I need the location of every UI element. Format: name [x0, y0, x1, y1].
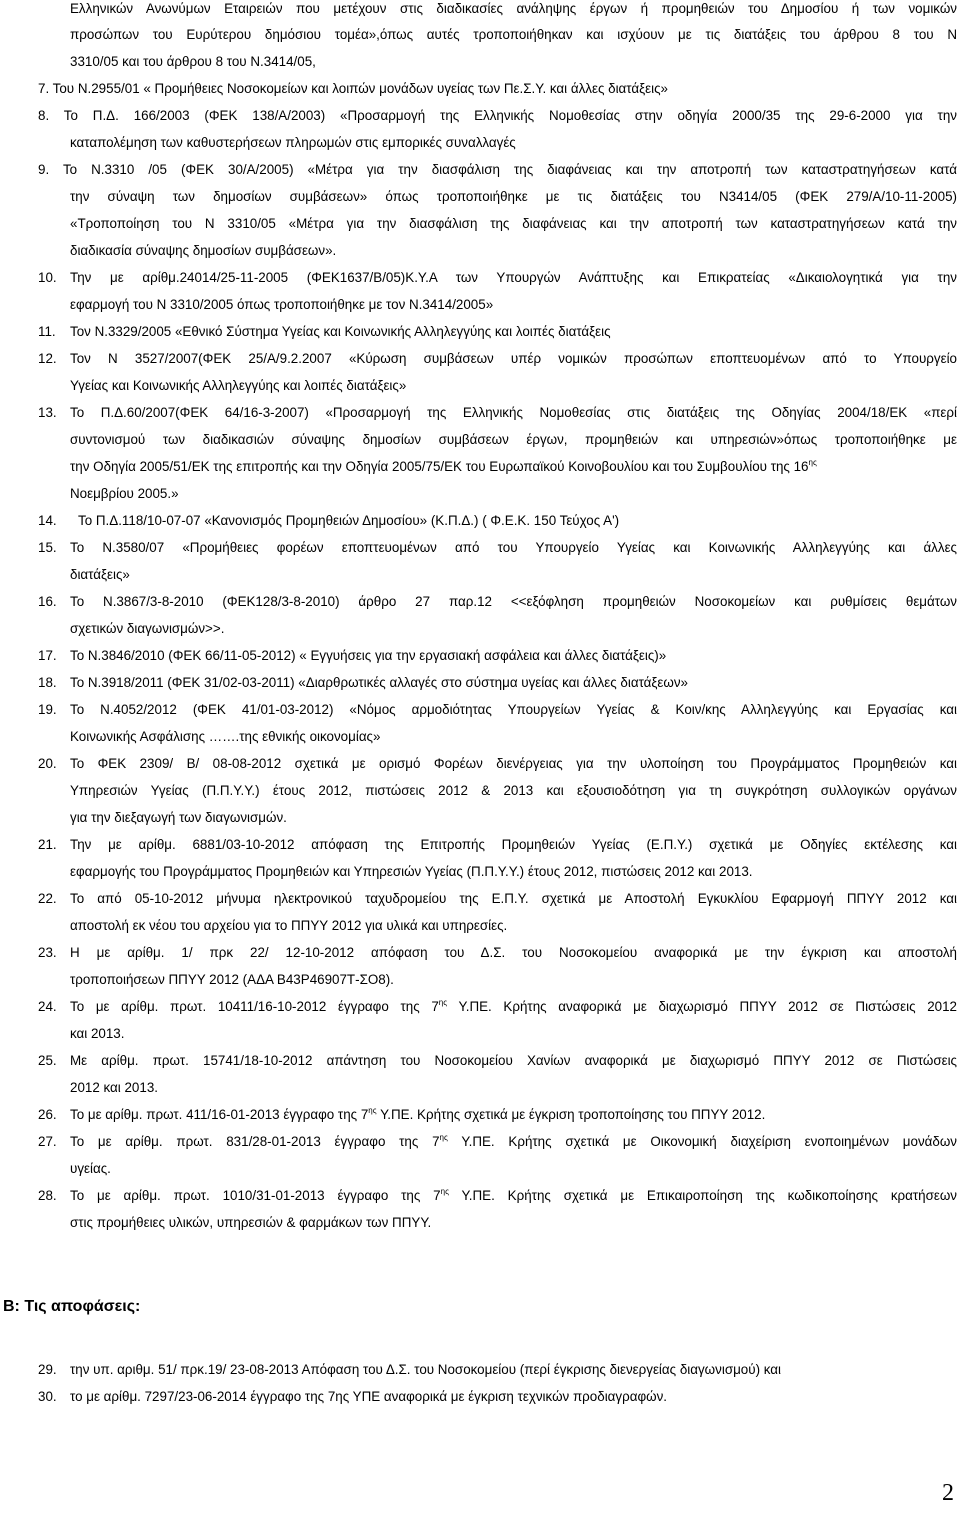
list-number-27: 27. — [38, 1134, 57, 1149]
list-item-30: το με αρίθμ. 7297/23-06-2014 έγγραφο της 7ης ΥΠΕ αναφορικά με έγκριση τεχνικών προδιαγραφών. — [70, 1389, 668, 1404]
list-item-22-cont: αποστολή εκ νέου του αρχείου για το ΠΠΥΥ 2012 για υλικά και υπηρεσίες. — [70, 918, 508, 933]
list-item-27 — [70, 1133, 957, 1150]
list-item-28-text-b: Υ.ΠΕ. Κρήτης σχετικά με Επικαιροποίηση της κωδικοποίησης κρατήσεων — [448, 1188, 957, 1203]
list-item-20-cont-2: για την διεξαγωγή των διαγωνισμών. — [70, 810, 287, 825]
list-item-24-text-a: Το με αρίθμ. πρωτ. 10411/16-10-2012 έγγραφο της 7 — [70, 999, 439, 1014]
list-item-9-cont-2: «Τροποποίηση του Ν 3310/05 «Μέτρα για την διασφάλιση της διαφάνειας και την αποτροπή των καταστρατηγήσεων κατά την — [70, 216, 957, 231]
list-item-20: Το ΦΕΚ 2309/ Β/ 08-08-2012 σχετικά με ορισμό Φορέων διενέργειας για την υλοποίηση του Προγράμματος Προμηθειών και — [70, 756, 957, 771]
list-number-29: 29. — [38, 1362, 57, 1377]
list-item-12-cont: Υγείας και Κοινωνικής Αλληλεγγύης και λοιπές διατάξεις» — [70, 378, 407, 393]
list-item-21: Την με αρίθμ. 6881/03-10-2012 απόφαση της Επιτροπής Προμηθειών Υγείας (Ε.Π.Υ.) σχετικά με Οδηγίες εκτέλεσης και — [70, 837, 957, 852]
list-item-9-cont-1: την σύναψη των δημοσίων συμβάσεων» όπως τροποποιήθηκε με τις διατάξεις του Ν3414/05 (ΦΕΚ 279/Α/10-11-2005) — [70, 189, 957, 204]
list-item-19-cont: Κοινωνικής Ασφάλισης …….της εθνικής οικονομίας» — [70, 729, 381, 744]
list-number-11: 11. — [38, 324, 56, 339]
list-number-22: 22. — [38, 891, 57, 906]
list-number-17: 17. — [38, 648, 57, 663]
list-item-11: Τον Ν.3329/2005 «Εθνικό Σύστημα Υγείας και Κοινωνικής Αλληλεγγύης και λοιπές διατάξεις — [70, 324, 611, 339]
intro-line-1: Ελληνικών Ανωνύμων Εταιρειών που μετέχουν στις διαδικασίες ανάληψης έργων ή προμηθειών του Δημοσίου ή των νομικών — [70, 1, 957, 16]
list-item-10-cont: εφαρμογή του Ν 3310/2005 όπως τροποποιήθηκε με τον Ν.3414/2005» — [70, 297, 494, 312]
list-number-28: 28. — [38, 1188, 57, 1203]
list-number-20: 20. — [38, 756, 57, 771]
list-item-26 — [70, 1106, 765, 1123]
list-number-24: 24. — [38, 999, 57, 1014]
list-number-26: 26. — [38, 1107, 57, 1122]
list-item-28-cont: στις προμήθειες υλικών, υπηρεσιών & φαρμάκων των ΠΠΥΥ. — [70, 1215, 432, 1230]
list-item-13-cont-1: συντονισμού των διαδικασιών σύναψης δημοσίων συμβάσεων έργων, προμηθειών και υπηρεσιών»όπως τροποποιήθηκε με — [70, 432, 957, 447]
list-number-12: 12. — [38, 351, 57, 366]
list-item-19: Το Ν.4052/2012 (ΦΕΚ 41/01-03-2012) «Νόμος αρμοδιότητας Υπουργείων Υγείας & Κοιν/κης Αλληλεγγύης και Εργασίας και — [70, 702, 957, 717]
list-item-14: Το Π.Δ.118/10-07-07 «Κανονισμός Προμηθειών Δημοσίου» (Κ.Π.Δ.) ( Φ.Ε.Κ. 150 Τεύχος Α') — [78, 513, 620, 528]
list-item-13-cont-2-text: την Οδηγία 2005/51/ΕΚ της επιτροπής και την Οδηγία 2005/75/ΕΚ του Ευρωπαϊκού Κοινοβουλίου και του Συμβουλίου της 16 — [70, 459, 809, 474]
ordinal-superscript: ης — [440, 1187, 449, 1196]
list-item-9: 9. Το Ν.3310 /05 (ΦΕΚ 30/Α/2005) «Μέτρα για την διασφάλιση της διαφάνειας και την αποτροπή των καταστρατηγήσεων κατά — [38, 162, 957, 177]
list-item-17: Το Ν.3846/2010 (ΦΕΚ 66/11-05-2012) « Εγγυήσεις για την εργασιακή ασφάλεια και άλλες διατάξεις)» — [70, 648, 667, 663]
list-number-16: 16. — [38, 594, 57, 609]
list-item-13-cont-2 — [70, 458, 817, 475]
ordinal-superscript: ης — [808, 458, 817, 467]
list-item-16: Το Ν.3867/3-8-2010 (ΦΕΚ128/3-8-2010) άρθρο 27 παρ.12 <<εξόφληση προμηθειών Νοσοκομείων και ρυθμίσεις θεμάτων — [70, 594, 957, 609]
section-b-heading: Β: Τις αποφάσεις: — [3, 1298, 141, 1315]
list-number-15: 15. — [38, 540, 57, 555]
list-number-18: 18. — [38, 675, 57, 690]
ordinal-superscript: ης — [368, 1106, 377, 1115]
list-item-25-cont: 2012 και 2013. — [70, 1080, 158, 1095]
list-number-10: 10. — [38, 270, 57, 285]
list-number-21: 21. — [38, 837, 57, 852]
list-item-20-cont-1: Υπηρεσιών Υγείας (Π.Π.Υ.Υ.) έτους 2012, πιστώσεις 2012 & 2013 και εξουσιοδότηση για τη συγκρότηση συλλογικών οργάνων — [70, 783, 957, 798]
list-item-28-text-a: Το με αρίθμ. πρωτ. 1010/31-01-2013 έγγραφο της 7 — [70, 1188, 441, 1203]
list-item-22: Το από 05-10-2012 μήνυμα ηλεκτρονικού ταχυδρομείου της Ε.Π.Υ. σχετικά με Αποστολή Εγκυκλίου Εφαρμογή ΠΠΥΥ 2012 και — [70, 891, 957, 906]
list-number-14: 14. — [38, 513, 57, 528]
list-number-25: 25. — [38, 1053, 57, 1068]
ordinal-superscript: ης — [438, 998, 448, 1007]
list-item-18: Το Ν.3918/2011 (ΦΕΚ 31/02-03-2011) «Διαρθρωτικές αλλαγές στο σύστημα υγείας και άλλες διατάξεων» — [70, 675, 688, 690]
list-item-27-cont: υγείας. — [70, 1161, 111, 1176]
list-item-10: Την με αρίθμ.24014/25-11-2005 (ΦΕΚ1637/Β/05)Κ.Υ.Α των Υπουργών Ανάπτυξης και Επικρατείας «Δικαιολογητικά για την — [70, 270, 957, 285]
list-item-26-text-b: Υ.ΠΕ. Κρήτης σχετικά με έγκριση τροποποίησης του ΠΠΥΥ 2012. — [376, 1107, 766, 1122]
intro-line-3: 3310/05 και του άρθρου 8 του Ν.3414/05, — [70, 54, 316, 69]
list-item-24-text-b: Υ.ΠΕ. Κρήτης αναφορικά με διαχωρισμό ΠΠΥΥ 2012 σε Πιστώσεις 2012 — [447, 999, 957, 1014]
list-item-15-cont: διατάξεις» — [70, 567, 130, 582]
list-number-13: 13. — [38, 405, 57, 420]
list-item-16-cont: σχετικών διαγωνισμών>>. — [70, 621, 225, 636]
page-number: 2 — [942, 1480, 954, 1506]
list-item-29: την υπ. αριθμ. 51/ πρκ.19/ 23-08-2013 Απόφαση του Δ.Σ. του Νοσοκομείου (περί έγκρισης διενεργείας διαγωνισμού) και — [70, 1362, 781, 1377]
list-item-13-cont-3: Νοεμβρίου 2005.» — [70, 486, 179, 501]
list-item-26-text-a: Το με αρίθμ. πρωτ. 411/16-01-2013 έγγραφο της 7 — [70, 1107, 369, 1122]
list-item-21-cont: εφαρμογής του Προγράμματος Προμηθειών και Υπηρεσιών Υγείας (Π.Π.Υ.Υ.) έτους 2012, πιστώσεις 2012 και 2013. — [70, 864, 753, 879]
intro-line-2: προσώπων του Ευρύτερου δημόσιου τομέα»,όπως αυτές τροποποιήθηκαν και ισχύουν με τις διατάξεις του άρθρου 8 του Ν — [70, 27, 957, 42]
list-item-28 — [70, 1187, 957, 1204]
list-number-19: 19. — [38, 702, 57, 717]
list-item-12: Τον Ν 3527/2007(ΦΕΚ 25/Α/9.2.2007 «Κύρωση συμβάσεων υπέρ νομικών προσώπων εποπτευομένων από το Υπουργείο — [70, 351, 957, 366]
list-item-7: 7. Του Ν.2955/01 « Προμήθειες Νοσοκομείων και λοιπών μονάδων υγείας των Πε.Σ.Υ. και άλλες διατάξεις» — [38, 81, 668, 96]
list-item-25: Με αρίθμ. πρωτ. 15741/18-10-2012 απάντηση του Νοσοκομείου Χανίων αναφορικά με διαχωρισμό ΠΠΥΥ 2012 σε Πιστώσεις — [70, 1053, 957, 1068]
list-item-8-cont: καταπολέμηση των καθυστερήσεων πληρωμών στις εμπορικές συναλλαγές — [70, 135, 516, 150]
list-item-27-text-a: Το με αρίθμ. πρωτ. 831/28-01-2013 έγγραφο της 7 — [70, 1134, 440, 1149]
list-item-23-cont: τροποποιήσεων ΠΠΥΥ 2012 (ΑΔΑ Β43Ρ46907Τ-ΣΟ8). — [70, 972, 394, 987]
list-item-27-text-b: Υ.ΠΕ. Κρήτης σχετικά με Οικονομική διαχείριση ενοποιημένων μονάδων — [447, 1134, 957, 1149]
list-item-8: 8. Το Π.Δ. 166/2003 (ΦΕΚ 138/Α/2003) «Προσαρμογή της Ελληνικής Νομοθεσίας στην οδηγία 2000/35 της 29-6-2000 για την — [38, 108, 957, 123]
list-item-24-cont: και 2013. — [70, 1026, 125, 1041]
list-number-30: 30. — [38, 1389, 57, 1404]
list-item-15: Το Ν.3580/07 «Προμήθειες φορέων εποπτευομένων από του Υπουργείο Υγείας και Κοινωνικής Αλληλεγγύης και άλλες — [70, 540, 957, 555]
list-item-23: Η με αρίθμ. 1/ πρκ 22/ 12-10-2012 απόφαση του Δ.Σ. του Νοσοκομείου αναφορικά με την έγκριση και αποστολή — [70, 945, 957, 960]
list-item-9-cont-3: διαδικασία σύναψης δημοσίων συμβάσεων». — [70, 243, 337, 258]
list-item-24 — [70, 998, 957, 1015]
ordinal-superscript: ης — [439, 1133, 448, 1142]
list-number-23: 23. — [38, 945, 57, 960]
list-item-13: Το Π.Δ.60/2007(ΦΕΚ 64/16-3-2007) «Προσαρμογή της Ελληνικής Νομοθεσίας στις διατάξεις της Οδηγίας 2004/18/ΕΚ «περί — [70, 405, 957, 420]
